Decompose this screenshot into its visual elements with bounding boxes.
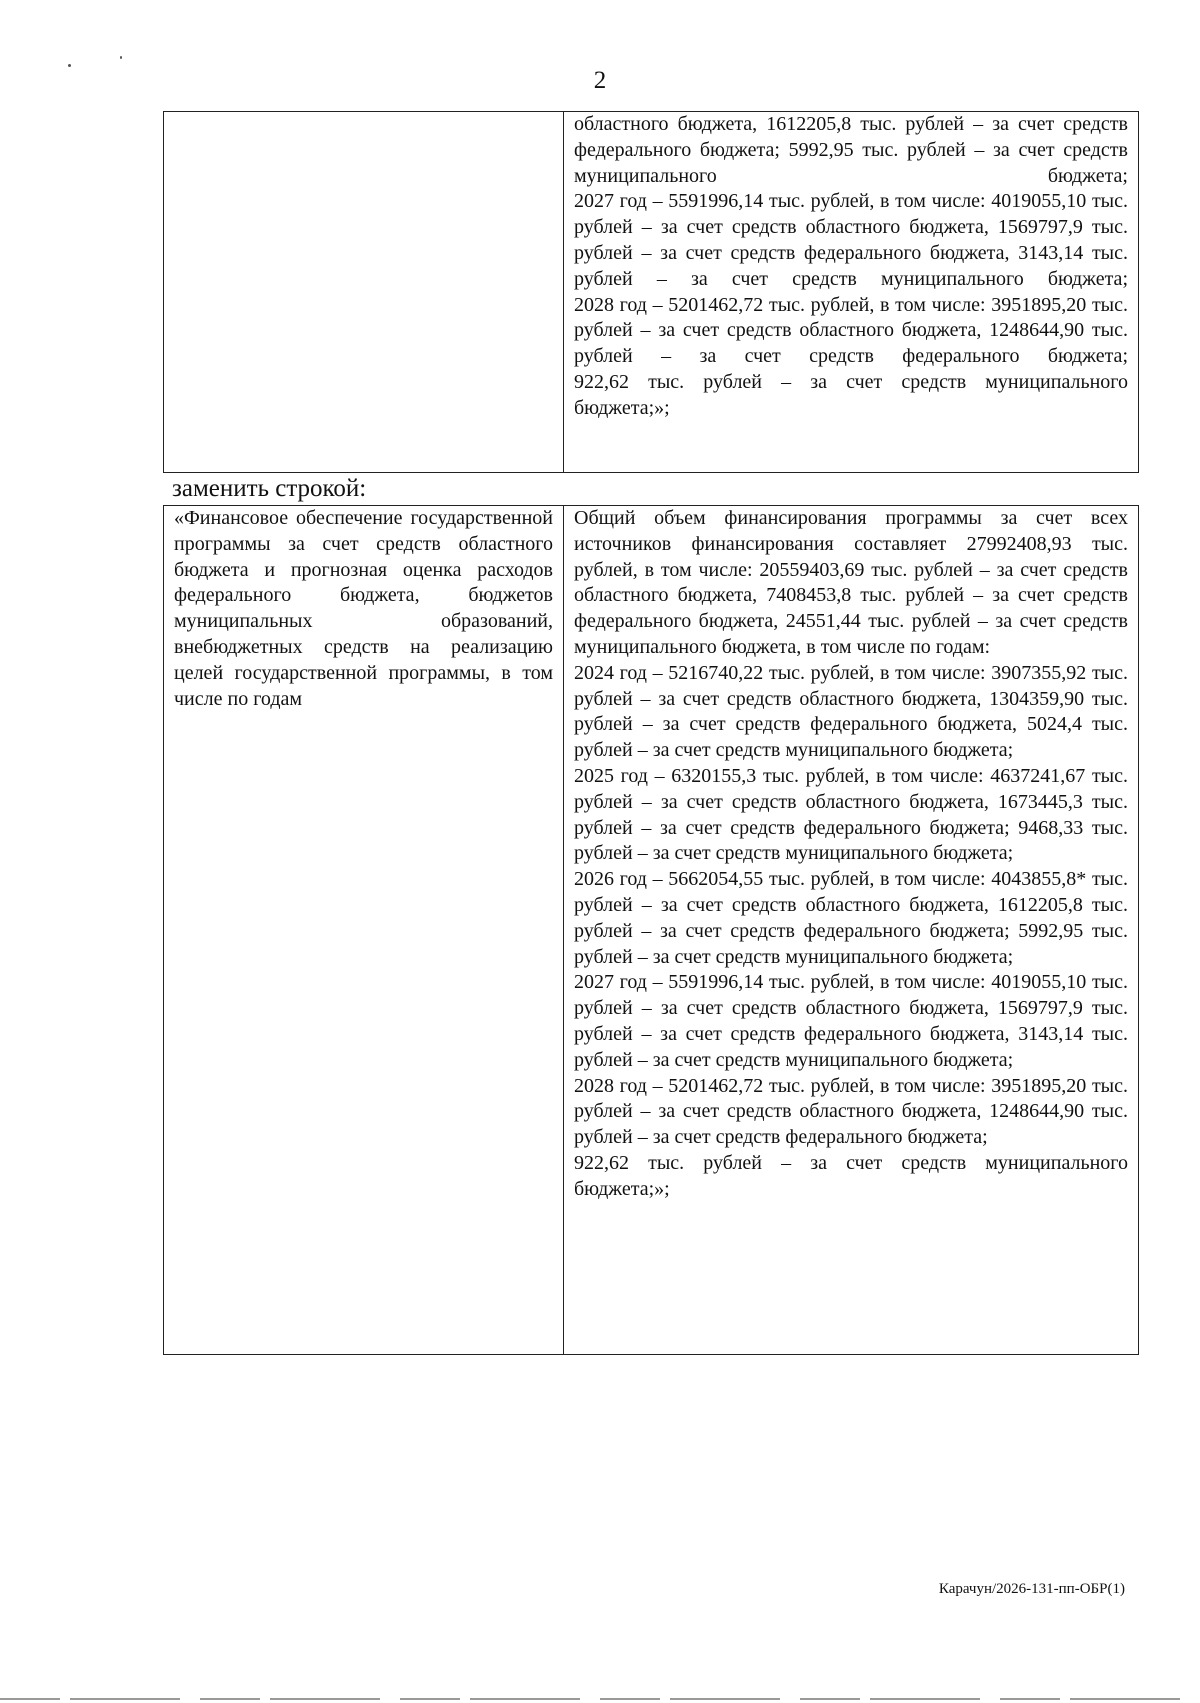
- replace-heading: заменить строкой:: [172, 475, 367, 502]
- scan-edge-line: [0, 1698, 1200, 1700]
- finance-row-title: «Финансовое обеспечение государственной программы за счет средств областного бюджета и прогнозная оценка расходов федерального бюджета, бюджетов муниципальных образований, внебюджетных средств на реализацию целей государственной программы, в том числе по годам: [174, 507, 553, 710]
- scan-speck: [120, 56, 122, 59]
- paragraph: 922,62 тыс. рублей – за счет средств муниципального бюджета;»;: [574, 370, 1128, 419]
- left-cell-empty: [164, 112, 564, 473]
- paragraph: 2027 год – 5591996,14 тыс. рублей, в том числе: 4019055,10 тыс. рублей – за счет средств областного бюджета, 1569797,9 тыс. рублей – за счет средств федерального бюджета, 3143,14 тыс. рублей – за счет средств муниципального бюджета;: [574, 971, 1128, 1071]
- right-cell-funding-text: [564, 506, 1139, 1355]
- paragraph: 2027 год – 5591996,14 тыс. рублей, в том числе: 4019055,10 тыс. рублей – за счет средств областного бюджета, 1569797,9 тыс. рублей – за счет средств федерального бюджета, 3143,14 тыс. рублей – за счет средств муниципального бюджета;: [574, 190, 1128, 290]
- paragraph: 2026 год – 5662054,55 тыс. рублей, в том числе: 4043855,8* тыс. рублей – за счет средств областного бюджета, 1612205,8 тыс. рублей – за счет средств федерального бюджета; 5992,95 тыс. рублей – за счет средств муниципального бюджета;: [574, 868, 1128, 968]
- right-cell-funding-text: [564, 112, 1139, 473]
- paragraph: Общий объем финансирования программы за счет всех источников финансирования составляет 27992408,93 тыс. рублей, в том числе: 20559403,69 тыс. рублей – за счет средств областного бюджета, 7408453,8 тыс. рублей – за счет средств федерального бюджета, 24551,44 тыс. рублей – за счет средств муниципального бюджета, в том числе по годам:: [574, 507, 1128, 658]
- left-cell-title: [164, 506, 564, 1355]
- finance-table-old-tail: [163, 111, 1139, 473]
- footer-document-code: Карачун/2026-131-пп-ОБР(1): [938, 1581, 1125, 1597]
- paragraph: 2025 год – 6320155,3 тыс. рублей, в том числе: 4637241,67 тыс. рублей – за счет средств областного бюджета, 1673445,3 тыс. рублей – за счет средств федерального бюджета; 9468,33 тыс. рублей – за счет средств муниципального бюджета;: [574, 764, 1128, 865]
- finance-table-new: [163, 505, 1139, 1355]
- paragraph: областного бюджета, 1612205,8 тыс. рублей – за счет средств федерального бюджета; 5992,95 тыс. рублей – за счет средств муниципального бюджета;: [574, 113, 1128, 187]
- table-row: [164, 112, 1139, 473]
- table-row: [164, 506, 1139, 1355]
- paragraph: 2028 год – 5201462,72 тыс. рублей, в том числе: 3951895,20 тыс. рублей – за счет средств областного бюджета, 1248644,90 тыс. рублей – за счет средств федерального бюджета;: [574, 1074, 1128, 1149]
- paragraph: 2028 год – 5201462,72 тыс. рублей, в том числе: 3951895,20 тыс. рублей – за счет средств областного бюджета, 1248644,90 тыс. рублей – за счет средств федерального бюджета;: [574, 293, 1128, 368]
- page-number: 2: [593, 67, 607, 94]
- paragraph: 922,62 тыс. рублей – за счет средств муниципального бюджета;»;: [574, 1151, 1128, 1200]
- paragraph: 2024 год – 5216740,22 тыс. рублей, в том числе: 3907355,92 тыс. рублей – за счет средств областного бюджета, 1304359,90 тыс. рублей – за счет средств федерального бюджета, 5024,4 тыс. рублей – за счет средств муниципального бюджета;: [574, 661, 1128, 762]
